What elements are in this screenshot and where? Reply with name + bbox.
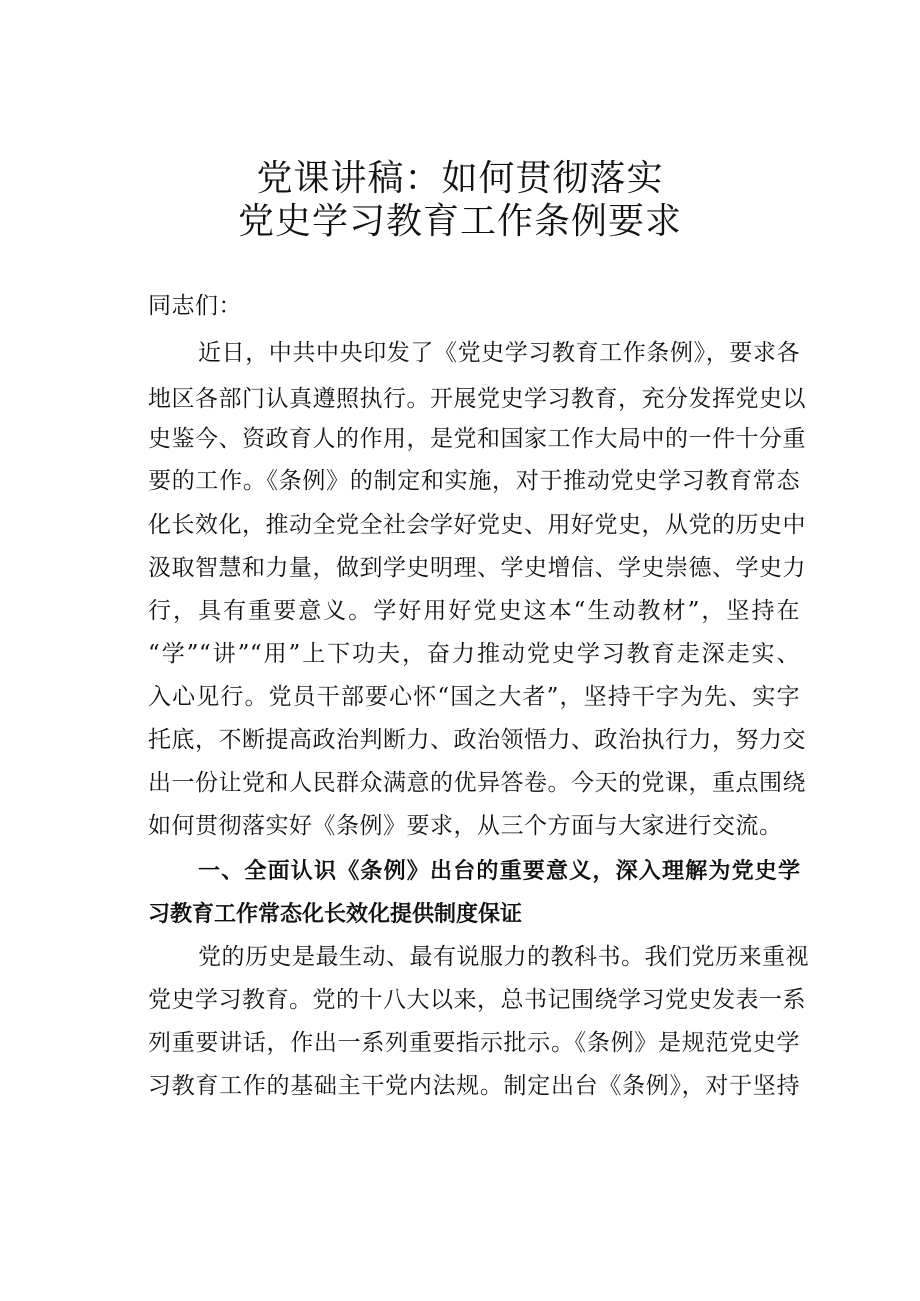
paragraph-2-line: 党的历史是最生动、最有说服力的教科书。我们党历来重视 <box>198 944 809 970</box>
paragraph-1-line: 出一份让党和人民群众满意的优异答卷。今天的党课，重点围绕 <box>148 770 806 796</box>
paragraph-1-line: 托底，不断提高政治判断力、政治领悟力、政治执行力，努力交 <box>148 727 806 753</box>
paragraph-1-line: “学”“讲”“用”上下功夫，奋力推动党史学习教育走深走实、 <box>148 641 800 667</box>
section-1-heading-line: 习教育工作常态化长效化提供制度保证 <box>148 902 523 927</box>
document-title-line-2: 党史学习教育工作条例要求 <box>237 201 682 242</box>
paragraph-1-line: 汲取智慧和力量，做到学史明理、学史增信、学史崇德、学史力 <box>148 555 806 581</box>
paragraph-1-line: 史鉴今、资政育人的作用，是党和国家工作大局中的一件十分重 <box>148 426 806 452</box>
paragraph-1-line: 如何贯彻落实好《条例》要求，从三个方面与大家进行交流。 <box>148 813 783 839</box>
document-title-line-1: 党课讲稿：如何贯彻落实 <box>256 158 664 199</box>
paragraph-2-line: 列重要讲话，作出一系列重要指示批示。《条例》是规范党史学 <box>148 1030 800 1056</box>
paragraph-1-line: 地区各部门认真遵照执行。开展党史学习教育，充分发挥党史以 <box>148 386 806 412</box>
section-1-heading-line: 一、全面认识《条例》出台的重要意义，深入理解为党史学 <box>198 859 800 884</box>
paragraph-2-line: 习教育工作的基础主干党内法规。制定出台《条例》，对于坚持 <box>148 1073 800 1099</box>
paragraph-1-line: 要的工作。《条例》的制定和实施，对于推动党史学习教育常态 <box>148 468 800 494</box>
paragraph-1-line: 近日，中共中央印发了《党史学习教育工作条例》，要求各 <box>198 340 800 366</box>
paragraph-2-line: 党史学习教育。党的十八大以来，总书记围绕学习党史发表一系 <box>148 987 806 1013</box>
paragraph-1-line: 化长效化，推动全党全社会学好党史、用好党史，从党的历史中 <box>148 512 806 538</box>
paragraph-1-line: 行，具有重要意义。学好用好党史这本“生动教材”，坚持在 <box>148 598 800 624</box>
salutation: 同志们： <box>148 293 242 319</box>
paragraph-1-line: 入心见行。党员干部要心怀“国之大者”，坚持干字为先、实字 <box>148 684 800 710</box>
